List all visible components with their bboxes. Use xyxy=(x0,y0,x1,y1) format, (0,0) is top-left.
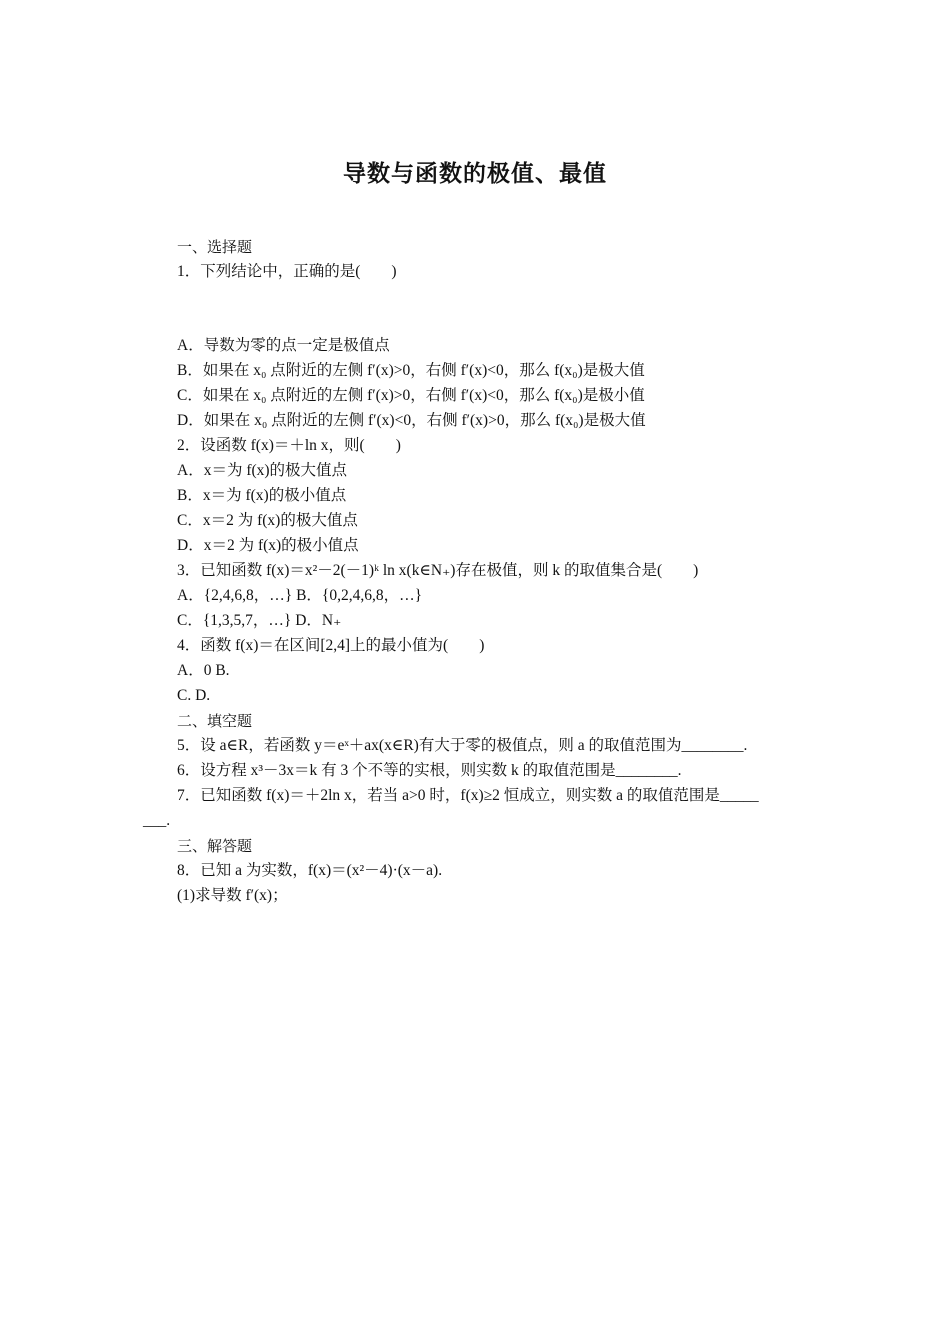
page-title: 导数与函数的极值、最值 xyxy=(343,161,607,187)
question-5: 5．设 a∈R，若函数 y＝eˣ＋ax(x∈R)有大于零的极值点，则 a 的取值范围为________. xyxy=(177,737,748,754)
question-7: 7．已知函数 f(x)＝＋2ln x，若当 a>0 时，f(x)≥2 恒成立，则实数 a 的取值范围是_____ xyxy=(177,787,759,804)
question-8-part-1: (1)求导数 f′(x)； xyxy=(177,887,288,904)
question-4: 4．函数 f(x)＝在区间[2,4]上的最小值为( ) xyxy=(177,637,485,654)
q1-option-c: C．如果在 x₀ 点附近的左侧 f′(x)>0，右侧 f′(x)<0，那么 f(x₀)是极小值 xyxy=(177,387,645,404)
question-8: 8．已知 a 为实数，f(x)＝(x²－4)·(x－a). xyxy=(177,862,443,879)
q1-option-d: D．如果在 x₀ 点附近的左侧 f′(x)<0，右侧 f′(x)>0，那么 f(x₀)是极大值 xyxy=(177,412,646,429)
q4-options-cd: C. D. xyxy=(177,687,211,704)
question-7-continuation: ___. xyxy=(143,812,171,829)
section-heading-choice: 一、选择题 xyxy=(177,238,253,256)
section-heading-fill: 二、填空题 xyxy=(177,712,253,730)
q2-option-a: A．x＝为 f(x)的极大值点 xyxy=(177,462,348,479)
q2-option-d: D．x＝2 为 f(x)的极小值点 xyxy=(177,537,359,554)
q1-option-a: A．导数为零的点一定是极值点 xyxy=(177,337,390,354)
question-6: 6．设方程 x³－3x＝k 有 3 个不等的实根，则实数 k 的取值范围是________. xyxy=(177,762,682,779)
section-heading-answer: 三、解答题 xyxy=(177,837,253,855)
q1-option-b: B．如果在 x₀ 点附近的左侧 f′(x)>0，右侧 f′(x)<0，那么 f(x₀)是极大值 xyxy=(177,362,645,379)
q4-options-ab: A．0 B. xyxy=(177,662,230,679)
q2-option-b: B．x＝为 f(x)的极小值点 xyxy=(177,487,347,504)
question-1: 1．下列结论中，正确的是( ) xyxy=(177,263,397,280)
q3-options-cd: C．{1,3,5,7，…} D．N₊ xyxy=(177,612,342,629)
question-3: 3．已知函数 f(x)＝x²－2(－1)ᵏ ln x(k∈N₊)存在极值，则 k 的取值集合是( ) xyxy=(177,562,699,579)
question-2: 2．设函数 f(x)＝＋ln x，则( ) xyxy=(177,437,401,454)
q3-options-ab: A．{2,4,6,8，…} B．{0,2,4,6,8，…} xyxy=(177,587,423,604)
q2-option-c: C．x＝2 为 f(x)的极大值点 xyxy=(177,512,358,529)
